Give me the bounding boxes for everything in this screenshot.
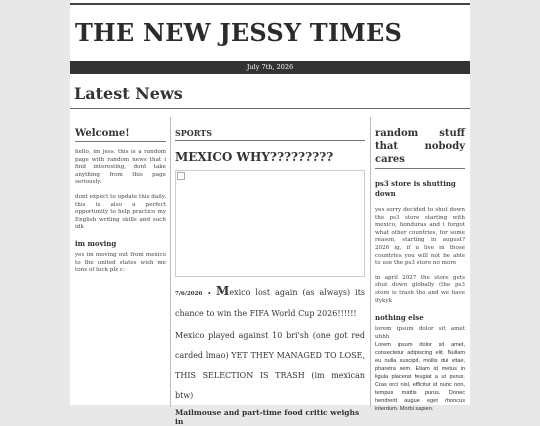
right-column <box>375 118 465 413</box>
welcome-heading: Welcome! <box>75 118 166 142</box>
column-divider-left <box>170 117 171 407</box>
left-column <box>75 118 166 275</box>
random-stuff-heading: random stuff that nobody cares <box>375 118 465 169</box>
category-label: SPORTS <box>175 118 365 141</box>
article-headline[interactable]: MEXICO WHY????????? <box>175 150 334 164</box>
moving-text: yes im moving out from mexico to the united states wish me tons of luck plz c: <box>75 251 166 274</box>
section-title: Latest News <box>74 84 183 103</box>
column-divider-right <box>370 117 371 407</box>
bullet: • <box>207 291 212 297</box>
lorem-sans: Lorem ipsum dolor sit amet, consectetur adipiscing elit. Nullam eu nulla suscipit, mollis dui vitae, pharetra sem. Etiam id metus in ligula placerat feugiat a ut purus. Cras orci nisl, efficitur id nunc non, tempus mattis purus. Donec hendrerit augue eget rhoncus interdum. Morbi sapien. <box>375 342 465 413</box>
article-lead <box>175 281 365 324</box>
article-dateline: 7/6/2026 <box>175 291 203 297</box>
welcome-paragraph-1: hello, im jess. this is a random page with random news that i find interesting, dont take anything from this page seriously. <box>75 149 166 186</box>
ps3-text-1: yes sorry decided to shut down the ps3 store starting with mexico, honduras and i forgot what other countries, for some reason, starting in august? 2026 ig, if u live in those countries you will not be able to use the ps3 store no more <box>375 207 465 267</box>
next-headline[interactable]: Mailmouse and part-time food critic weighs in <box>175 408 360 426</box>
article-lead-text: exico lost again (as always) its chance to win the FIFA World Cup 2026!!!!!! <box>175 288 366 318</box>
top-rule <box>70 3 470 5</box>
date-text: July 7th, 2026 <box>246 63 294 71</box>
moving-heading: im moving <box>75 238 117 248</box>
ps3-text-2: in april 2027 the store gets shut down globally (the ps3 store is trash tho and we have ifykyk <box>375 274 465 304</box>
welcome-paragraph-2: dont expect to update this daily. this is also a perfect opportunity to help practice my English writing skills and such idk <box>75 193 166 231</box>
ps3-heading: ps3 store is shutting down <box>375 179 456 198</box>
lorem-serif: lorem ipsum dolor sit amet uhhh <box>375 326 465 340</box>
nothing-else-heading: nothing else <box>375 313 424 323</box>
section-rule <box>70 108 470 109</box>
date-bar <box>70 61 470 74</box>
drop-cap: M <box>216 284 230 298</box>
broken-image-icon <box>177 172 185 180</box>
newspaper-page <box>70 0 470 426</box>
article-image <box>175 170 365 277</box>
middle-column <box>175 118 365 426</box>
article-paragraph-2: Mexico played against 10 bri'sh (one got red carded lmao) YET THEY MANAGED TO LOSE, THIS SELECTION IS TRASH (im mexican btw) <box>175 331 365 400</box>
site-title: THE NEW JESSY TIMES <box>75 18 403 47</box>
